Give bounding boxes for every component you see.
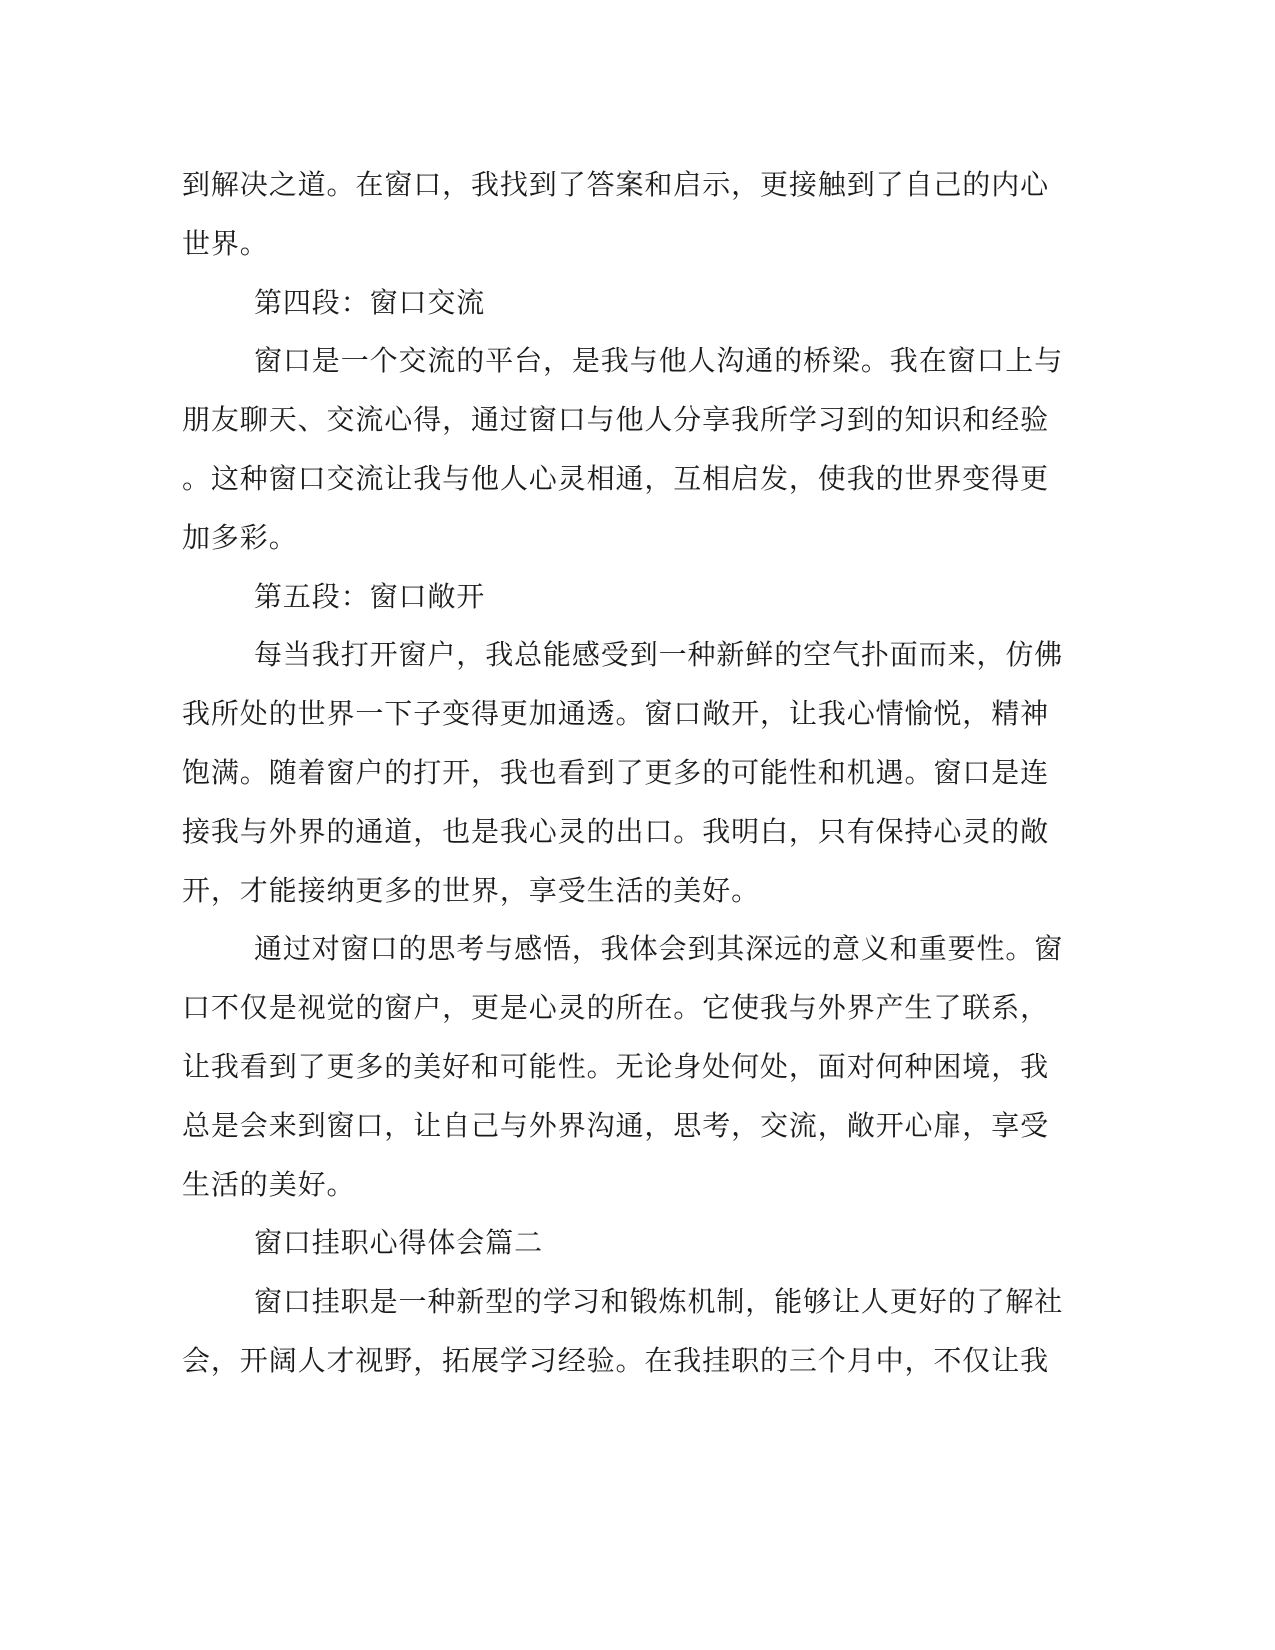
paragraph-window-communication [182, 332, 1064, 567]
text-line: 我所处的世界一下子变得更加通透。窗口敞开，让我心情愉悦，精神 [182, 697, 1050, 731]
text-line: 口不仅是视觉的窗户，更是心灵的所在。它使我与外界产生了联系， [182, 991, 1050, 1025]
text-line: 加多彩。 [182, 520, 298, 554]
text-line: 会，开阔人才视野，拓展学习经验。在我挂职的三个月中，不仅让我 [182, 1343, 1050, 1377]
section-heading-5 [182, 568, 1032, 627]
paragraph-continuation [182, 156, 1050, 274]
text-line: 每当我打开窗户，我总能感受到一种新鲜的空气扑面而来，仿佛 [254, 638, 1064, 672]
article-title-2 [182, 1214, 1032, 1273]
text-line: 世界。 [182, 226, 269, 260]
text-line: 接我与外界的通道，也是我心灵的出口。我明白，只有保持心灵的敞 [182, 814, 1050, 848]
heading-text: 窗口挂职心得体会篇二 [254, 1226, 544, 1260]
paragraph-conclusion [182, 920, 1064, 1214]
text-line: 总是会来到窗口，让自己与外界沟通，思考，交流，敞开心扉，享受 [182, 1108, 1050, 1142]
heading-text: 第四段：窗口交流 [254, 285, 486, 319]
text-line: 开，才能接纳更多的世界，享受生活的美好。 [182, 873, 761, 907]
text-line: 窗口挂职是一种新型的学习和锻炼机制，能够让人更好的了解社 [254, 1285, 1064, 1319]
text-line: 朋友聊天、交流心得，通过窗口与他人分享我所学习到的知识和经验 [182, 403, 1050, 437]
text-line: 让我看到了更多的美好和可能性。无论身处何处，面对何种困境，我 [182, 1049, 1050, 1083]
paragraph-secondment-intro [182, 1273, 1064, 1391]
heading-text: 第五段：窗口敞开 [254, 579, 486, 613]
text-line: 到解决之道。在窗口，我找到了答案和启示，更接触到了自己的内心 [182, 168, 1050, 201]
paragraph-window-open [182, 626, 1064, 920]
text-line: 饱满。随着窗户的打开，我也看到了更多的可能性和机遇。窗口是连 [182, 755, 1050, 789]
text-line: 。这种窗口交流让我与他人心灵相通，互相启发，使我的世界变得更 [182, 461, 1050, 495]
text-line: 生活的美好。 [182, 1167, 356, 1201]
text-line: 窗口是一个交流的平台，是我与他人沟通的桥梁。我在窗口上与 [254, 344, 1064, 378]
section-heading-4 [182, 274, 1032, 333]
document-body [182, 156, 1064, 1391]
text-line: 通过对窗口的思考与感悟，我体会到其深远的意义和重要性。窗 [254, 932, 1064, 966]
